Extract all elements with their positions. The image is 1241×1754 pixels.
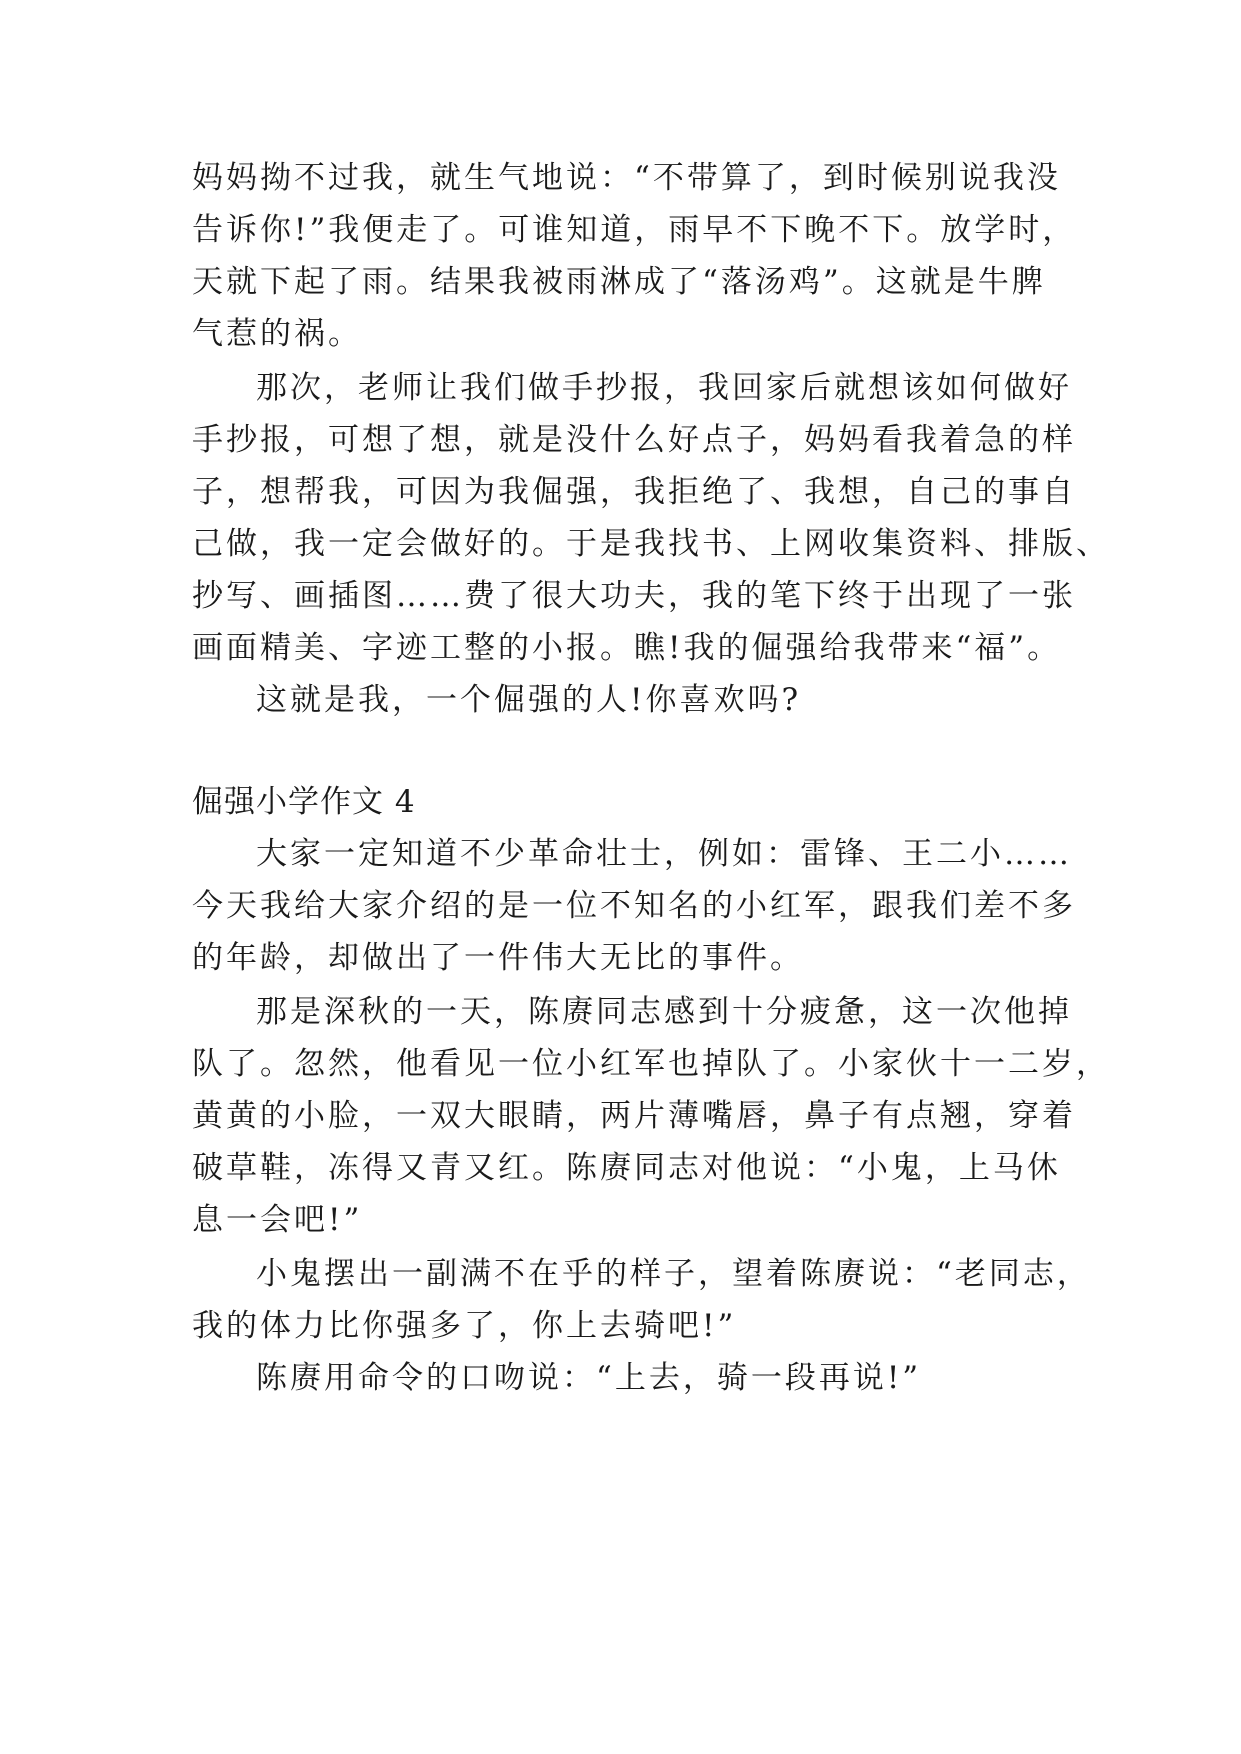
paragraph-start-line: 那是深秋的一天，陈赓同志感到十分疲惫，这一次他掉 <box>256 994 1072 1030</box>
text-line: 子，想帮我，可因为我倔强，我拒绝了、我想，自己的事自 <box>192 474 1076 510</box>
text-line: 破草鞋，冻得又青又红。陈赓同志对他说：“小鬼，上马休 <box>192 1150 1061 1186</box>
text-line: 今天我给大家介绍的是一位不知名的小红军，跟我们差不多 <box>192 888 1076 924</box>
paragraph-start-line: 大家一定知道不少革命壮士，例如：雷锋、王二小…… <box>256 836 1072 872</box>
text-line: 妈妈拗不过我，就生气地说：“不带算了，到时候别说我没 <box>192 160 1061 196</box>
paragraph-start-line: 陈赓用命令的口吻说：“上去，骑一段再说!” <box>256 1360 922 1396</box>
text-line: 黄黄的小脸，一双大眼睛，两片薄嘴唇，鼻子有点翘，穿着 <box>192 1098 1076 1134</box>
text-line: 抄写、画插图……费了很大功夫，我的笔下终于出现了一张 <box>192 578 1076 614</box>
text-line: 画面精美、字迹工整的小报。瞧!我的倔强给我带来“福”。 <box>192 630 1062 666</box>
text-line: 息一会吧!” <box>192 1202 363 1238</box>
paragraph-start-line: 小鬼摆出一副满不在乎的样子，望着陈赓说：“老同志， <box>256 1256 1091 1292</box>
text-line: 己做，我一定会做好的。于是我找书、上网收集资料、排版、 <box>192 526 1110 562</box>
paragraph-start-line: 那次，老师让我们做手抄报，我回家后就想该如何做好 <box>256 370 1072 406</box>
text-line: 天就下起了雨。结果我被雨淋成了“落汤鸡”。这就是牛脾 <box>192 264 1046 300</box>
text-line: 我的体力比你强多了，你上去骑吧!” <box>192 1308 737 1344</box>
section-title: 倔强小学作文 4 <box>192 784 416 820</box>
text-line: 队了。忽然，他看见一位小红军也掉队了。小家伙十一二岁， <box>192 1046 1110 1082</box>
text-line: 气惹的祸。 <box>192 316 362 352</box>
text-line: 的年龄，却做出了一件伟大无比的事件。 <box>192 940 804 976</box>
text-line: 手抄报，可想了想，就是没什么好点子，妈妈看我着急的样 <box>192 422 1076 458</box>
text-line: 告诉你!”我便走了。可谁知道，雨早不下晚不下。放学时， <box>192 212 1077 248</box>
paragraph-start-line: 这就是我，一个倔强的人!你喜欢吗? <box>256 682 802 718</box>
